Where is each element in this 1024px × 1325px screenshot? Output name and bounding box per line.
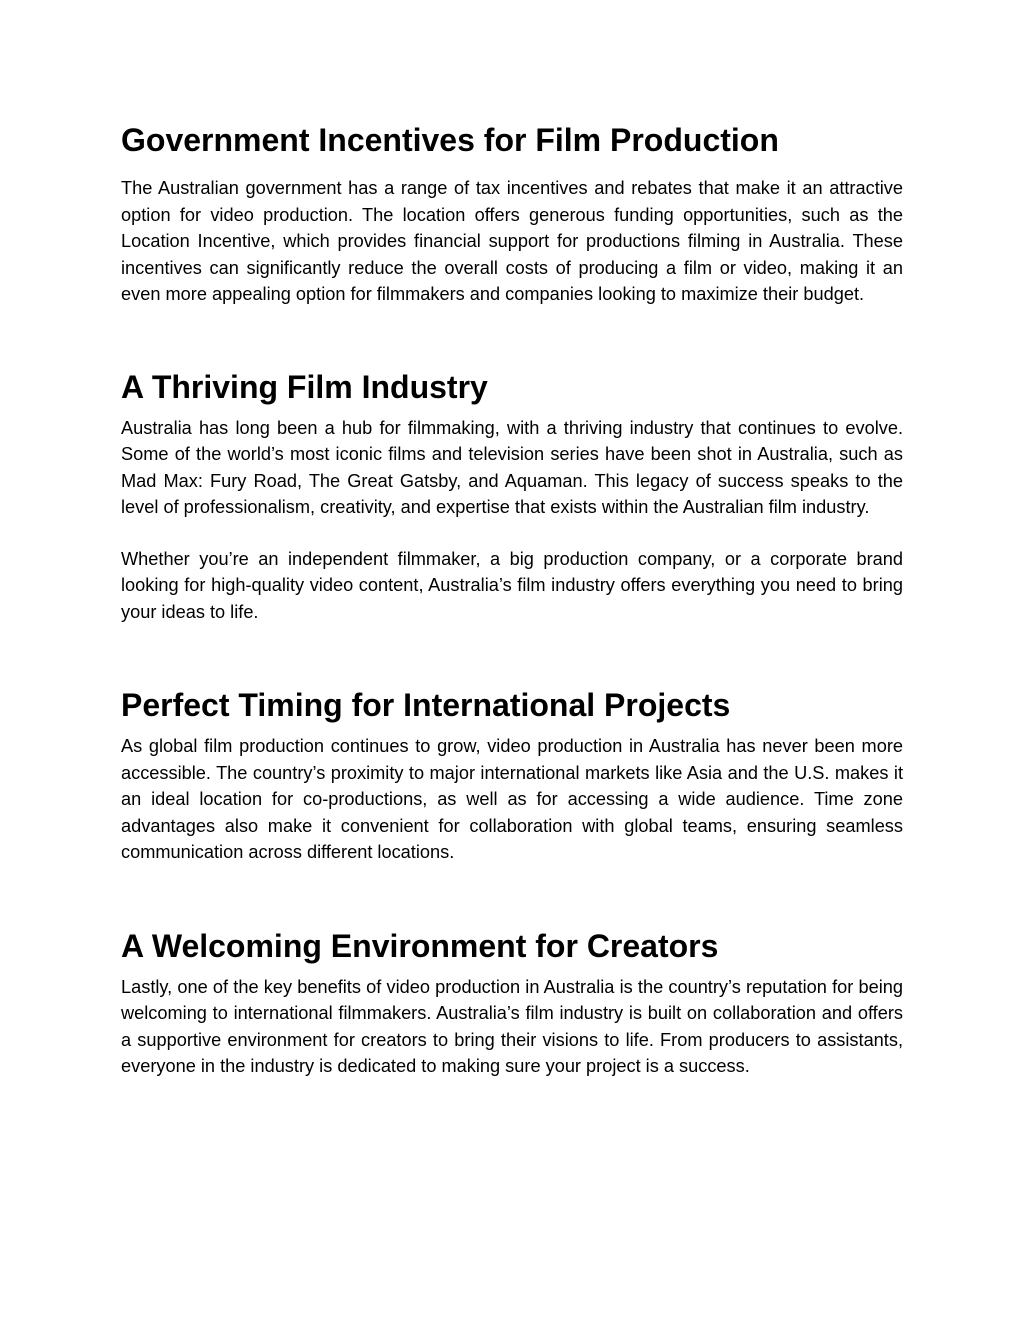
section-paragraph: The Australian government has a range of tax incentives and rebates that make it an attractive option for video production. The location offers generous funding opportunities, such as the Location Incentive, which provides financial support for productions filming in Australia. These incentives can significantly reduce the overall costs of producing a film or video, making it an even more appealing option for filmmakers and companies looking to maximize their budget. xyxy=(121,178,903,304)
section-paragraph: Whether you’re an independent filmmaker, a big production company, or a corporate brand looking for high-quality video content, Australia’s film industry offers everything you need to bring your ideas to life. xyxy=(121,548,903,622)
section-paragraph: As global film production continues to grow, video production in Australia has never been more accessible. The country’s proximity to major international markets like Asia and the U.S. makes it an ideal location for co-productions, as well as for accessing a wide audience. Time zone advantages also make it convenient for collaboration with global teams, ensuring seamless communication across different locations. xyxy=(121,736,903,862)
section-paragraph: Australia has long been a hub for filmmaking, with a thriving industry that continues to evolve. Some of the world’s most iconic films and television series have been shot in Australia, such as Mad Max: Fury Road, The Great Gatsby, and Aquaman. This legacy of success speaks to the level of professionalism, creativity, and expertise that exists within the Australian film industry. xyxy=(121,417,903,517)
document-page xyxy=(121,118,903,1080)
section-heading: Government Incentives for Film Production xyxy=(121,122,779,158)
section-government-incentives xyxy=(121,118,903,308)
section-welcoming-environment xyxy=(121,924,903,1080)
section-heading: Perfect Timing for International Projects xyxy=(121,687,731,723)
section-paragraph: Lastly, one of the key benefits of video production in Australia is the country’s reputation for being welcoming to international filmmakers. Australia’s film industry is built on collaboration and offers a supportive environment for creators to bring their visions to life. From producers to assistants, everyone in the industry is dedicated to making sure your project is a success. xyxy=(121,976,903,1076)
section-thriving-film-industry xyxy=(121,365,903,626)
section-heading: A Thriving Film Industry xyxy=(121,368,488,405)
section-perfect-timing xyxy=(121,683,903,866)
section-heading: A Welcoming Environment for Creators xyxy=(121,927,719,964)
